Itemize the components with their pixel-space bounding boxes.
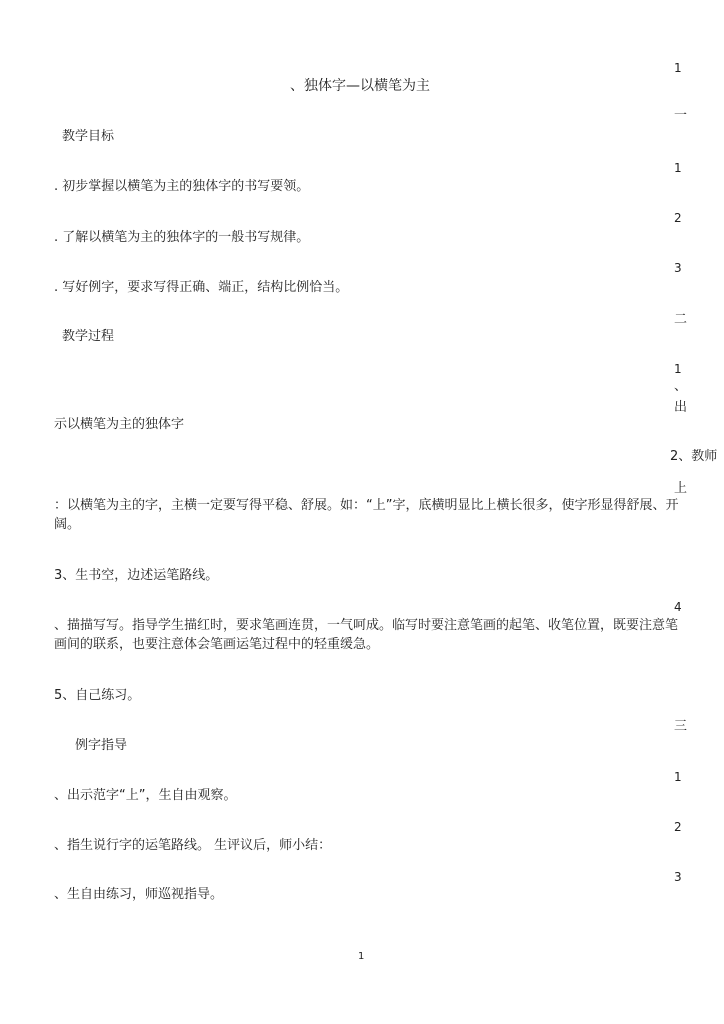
margin-mark: 1 — [674, 61, 682, 75]
process-item: 、描描写写。指导学生描红时，要求笔画连贯，一气呵成。临写时要注意笔画的起笔、收笔位置，既要注意笔画间的联系，也要注意体会笔画运笔过程中的轻重缓急。 — [54, 618, 679, 652]
section-heading-example: 例字指导 — [75, 738, 128, 753]
example-item: 、出示范字“上”，生自由观察。 — [54, 788, 237, 803]
example-item: 、生自由练习，师巡视指导。 — [54, 887, 224, 902]
section-heading-process: 教学过程 — [62, 329, 115, 344]
margin-mark: 一 — [674, 108, 688, 123]
margin-mark: 上 — [674, 481, 688, 496]
process-item: 示以横笔为主的独体字 — [54, 417, 185, 432]
margin-mark: 2 — [674, 211, 682, 225]
page-number: 1 — [358, 951, 365, 962]
margin-mark: 出 — [674, 400, 688, 415]
objective-item: . 写好例字，要求写得正确、端正，结构比例恰当。 — [54, 280, 349, 295]
section-heading-objectives: 教学目标 — [62, 129, 115, 144]
margin-mark: 二 — [674, 312, 688, 327]
margin-mark: 3 — [674, 870, 682, 884]
margin-mark: 4 — [674, 600, 682, 614]
process-item: ：以横笔为主的字，主横一定要写得平稳、舒展。如：“上”字，底横明显比上横长很多，使字形显得舒展、开阔。 — [54, 498, 679, 532]
process-item: 5、自己练习。 — [54, 688, 141, 703]
margin-mark: 2、教师 — [670, 449, 718, 464]
margin-mark: 、 — [674, 379, 688, 394]
margin-mark: 三 — [674, 719, 688, 734]
margin-mark: 3 — [674, 261, 682, 275]
example-item: 、指生说行字的运笔路线。 生评议后，师小结： — [54, 838, 332, 853]
objective-item: . 了解以横笔为主的独体字的一般书写规律。 — [54, 230, 310, 245]
margin-mark: 1 — [674, 770, 682, 784]
document-title: 、独体字—以横笔为主 — [290, 78, 430, 94]
process-item: 3、生书空，边述运笔路线。 — [54, 568, 219, 583]
margin-mark: 1 — [674, 362, 682, 376]
margin-mark: 1 — [674, 161, 682, 175]
margin-mark: 2 — [674, 820, 682, 834]
objective-item: . 初步掌握以横笔为主的独体字的书写要领。 — [54, 179, 310, 194]
